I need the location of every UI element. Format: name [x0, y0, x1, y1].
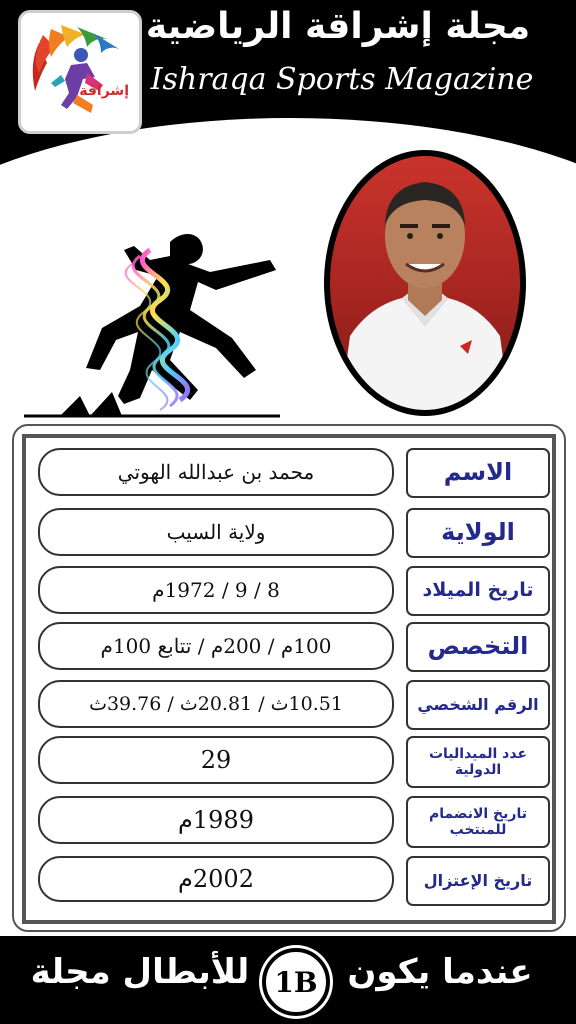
footer-badge: 1B [262, 948, 330, 1016]
magazine-title-english: Ishraqa Sports Magazine [150, 62, 534, 97]
athlete-photo [324, 150, 526, 416]
personal-record-value: 10.51ث / 20.81ث / 39.76ث [38, 680, 394, 728]
province-label: الولاية [406, 508, 550, 558]
profile-row-specialty [38, 622, 550, 672]
profile-row-name [38, 448, 550, 498]
medals-value: 29 [38, 736, 394, 784]
magazine-title-arabic: مجلة إشراقة الرياضية [145, 6, 531, 47]
join-date-value: 1989م [38, 796, 394, 844]
profile-row-join-date [38, 796, 550, 848]
magazine-logo [18, 10, 142, 134]
birthdate-label: تاريخ الميلاد [406, 566, 550, 616]
profile-row-medals [38, 736, 550, 788]
profile-row-province [38, 508, 550, 558]
sprinter-illustration [20, 220, 290, 420]
specialty-label: التخصص [406, 622, 550, 672]
province-value: ولاية السيب [38, 508, 394, 556]
profile-row-retirement [38, 856, 550, 906]
profile-row-personal-record [38, 680, 550, 730]
personal-record-label: الرقم الشخصي [406, 680, 550, 730]
runner-logo-icon [21, 13, 139, 131]
footer-text-left: للأبطال مجلة [30, 952, 250, 992]
footer-text-right: عندما يكون [347, 952, 533, 992]
name-value: محمد بن عبدالله الهوتي [38, 448, 394, 496]
logo-text: إشراقة [79, 83, 129, 99]
profile-row-birthdate [38, 566, 550, 616]
retirement-value: 2002م [38, 856, 394, 902]
name-label: الاسم [406, 448, 550, 498]
birthdate-value: 8 / 9 / 1972م [38, 566, 394, 614]
specialty-value: 100م / 200م / تتابع 100م [38, 622, 394, 670]
join-date-label: تاريخ الانضمام للمنتخب [406, 796, 550, 848]
retirement-label: تاريخ الإعتزال [406, 856, 550, 906]
medals-label: عدد الميداليات الدولية [406, 736, 550, 788]
